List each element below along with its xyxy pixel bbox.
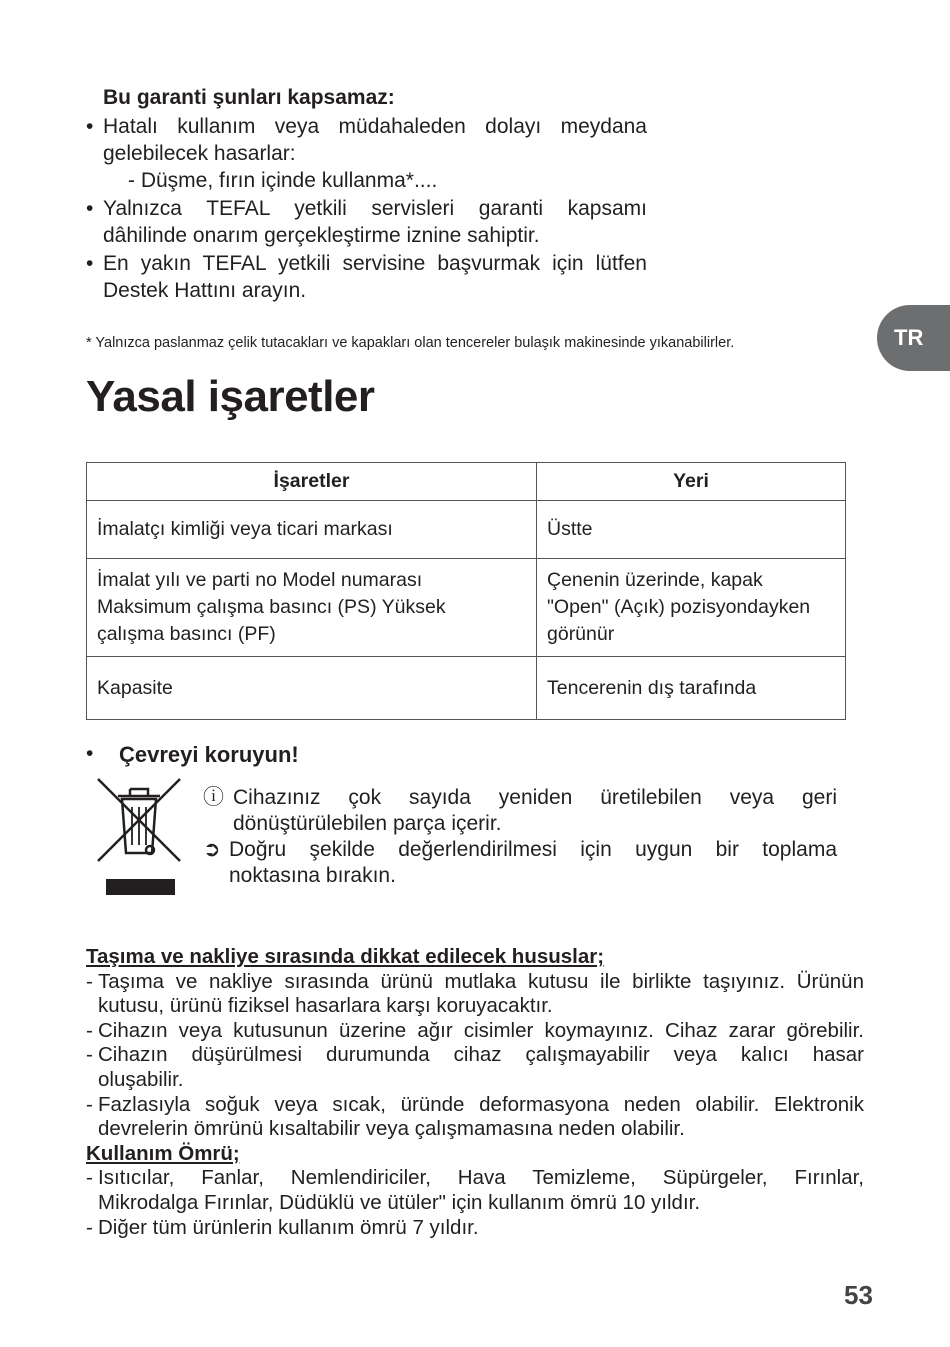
bullet: • xyxy=(86,197,94,220)
lifetime-line: Diğer tüm ürünlerin kullanım ömrü 7 yıldır. xyxy=(98,1215,479,1239)
action-line: Doğru şekilde değerlendirilmesi için uygun bir toplama xyxy=(229,838,837,861)
dash: - xyxy=(86,1166,93,1190)
language-tab: TR xyxy=(877,305,950,371)
table-cell: Tencerenin dış tarafında xyxy=(537,657,846,720)
dash: - xyxy=(86,1018,93,1042)
transport-line: Taşıma ve nakliye sırasında ürünü mutlaka kutusu ile birlikte taşıyınız. Ürünün xyxy=(98,969,864,993)
table-cell-line: görünür xyxy=(547,623,615,645)
lifetime-section xyxy=(86,1142,864,1242)
info-icon: ⓘ xyxy=(203,786,224,809)
dash: - xyxy=(86,1092,93,1116)
crossed-out-wheelie-bin-icon xyxy=(94,775,184,904)
transport-line: kutusu, ürünü fiziksel hasarlara karşı koruyacaktır. xyxy=(98,994,553,1018)
transport-line: Fazlasıyla soğuk veya sıcak, üründe deformasyona neden olabilir. Elektronik xyxy=(98,1092,864,1116)
dash: - xyxy=(86,1043,93,1067)
bullet: • xyxy=(86,115,94,138)
table-cell-line: İmalat yılı ve parti no Model numarası xyxy=(97,569,423,591)
dash: - xyxy=(86,969,93,993)
guarantee-item-line: dâhilinde onarım gerçekleştirme iznine sahiptir. xyxy=(103,224,540,247)
page-number: 53 xyxy=(844,1280,873,1310)
guarantee-item-line: Hatalı kullanım veya müdahaleden dolayı meydana xyxy=(103,115,647,138)
info-line: dönüştürülebilen parça içerir. xyxy=(233,812,502,835)
bullet: • xyxy=(86,252,94,275)
table-row xyxy=(87,559,846,657)
table-cell-line: çalışma basıncı (PF) xyxy=(97,623,276,645)
table-cell xyxy=(87,559,537,657)
footnote: * Yalnızca paslanmaz çelik tutacakları ve kapakları olan tencereler bulaşık makinesinde yıkanabilirler. xyxy=(86,335,735,351)
table-row xyxy=(87,501,846,559)
guarantee-item-line: gelebilecek hasarlar: xyxy=(103,142,296,165)
info-line: Cihazınız çok sayıda yeniden üretilebilen veya geri xyxy=(233,786,837,809)
guarantee-item-line: En yakın TEFAL yetkili servisine başvurmak için lütfen xyxy=(103,252,647,275)
table-cell-line: "Open" (Açık) pozisyondayken xyxy=(547,596,811,618)
table-header-cell: İşaretler xyxy=(87,463,537,501)
table-header-row xyxy=(87,463,846,501)
lifetime-line: Isıtıcılar, Fanlar, Nemlendiriciler, Hava Temizleme, Süpürgeler, Fırınlar, xyxy=(98,1166,864,1190)
bullet: • xyxy=(86,742,94,765)
guarantee-sub-item: - Düşme, fırın içinde kullanma*.... xyxy=(128,169,438,192)
transport-heading: Taşıma ve nakliye sırasında dikkat edilecek hususlar; xyxy=(86,945,605,968)
transport-section xyxy=(86,945,864,1150)
table-cell xyxy=(537,559,846,657)
table-cell: İmalatçı kimliği veya ticari markası xyxy=(87,501,537,559)
transport-line: oluşabilir. xyxy=(98,1068,184,1091)
environment-heading: Çevreyi koruyun! xyxy=(119,742,299,767)
lifetime-heading: Kullanım Ömrü; xyxy=(86,1141,240,1165)
page-title: Yasal işaretler xyxy=(86,372,375,421)
action-line: noktasına bırakın. xyxy=(229,864,396,887)
table-cell: Kapasite xyxy=(87,657,537,720)
transport-line: Cihazın veya kutusunun üzerine ağır cisimler koymayınız. Cihaz zarar görebilir. xyxy=(98,1018,864,1042)
guarantee-item-line: Destek Hattını arayın. xyxy=(103,279,307,302)
transport-line: devrelerin ömrünü kısaltabilir veya çalışmamasına neden olabilir. xyxy=(98,1117,685,1141)
table-header-cell: Yeri xyxy=(537,463,846,501)
guarantee-heading: Bu garanti şunları kapsamaz: xyxy=(103,86,395,109)
table-row xyxy=(87,657,846,720)
table-cell-line: Maksimum çalışma basıncı (PS) Yüksek xyxy=(97,596,446,618)
table-cell: Üstte xyxy=(537,501,846,559)
dash: - xyxy=(86,1215,93,1239)
guarantee-item-line: Yalnızca TEFAL yetkili servisleri garanti kapsamı xyxy=(103,197,647,220)
transport-line: Cihazın düşürülmesi durumunda cihaz çalışmayabilir veya kalıcı hasar xyxy=(98,1043,864,1067)
legal-marks-table xyxy=(86,462,846,720)
table-cell-line: Çenenin üzerinde, kapak xyxy=(547,569,763,591)
arrow-right-icon: ➲ xyxy=(203,838,221,861)
lifetime-line: Mikrodalga Fırınlar, Düdüklü ve ütüler" için kullanım ömrü 10 yıldır. xyxy=(98,1190,701,1214)
